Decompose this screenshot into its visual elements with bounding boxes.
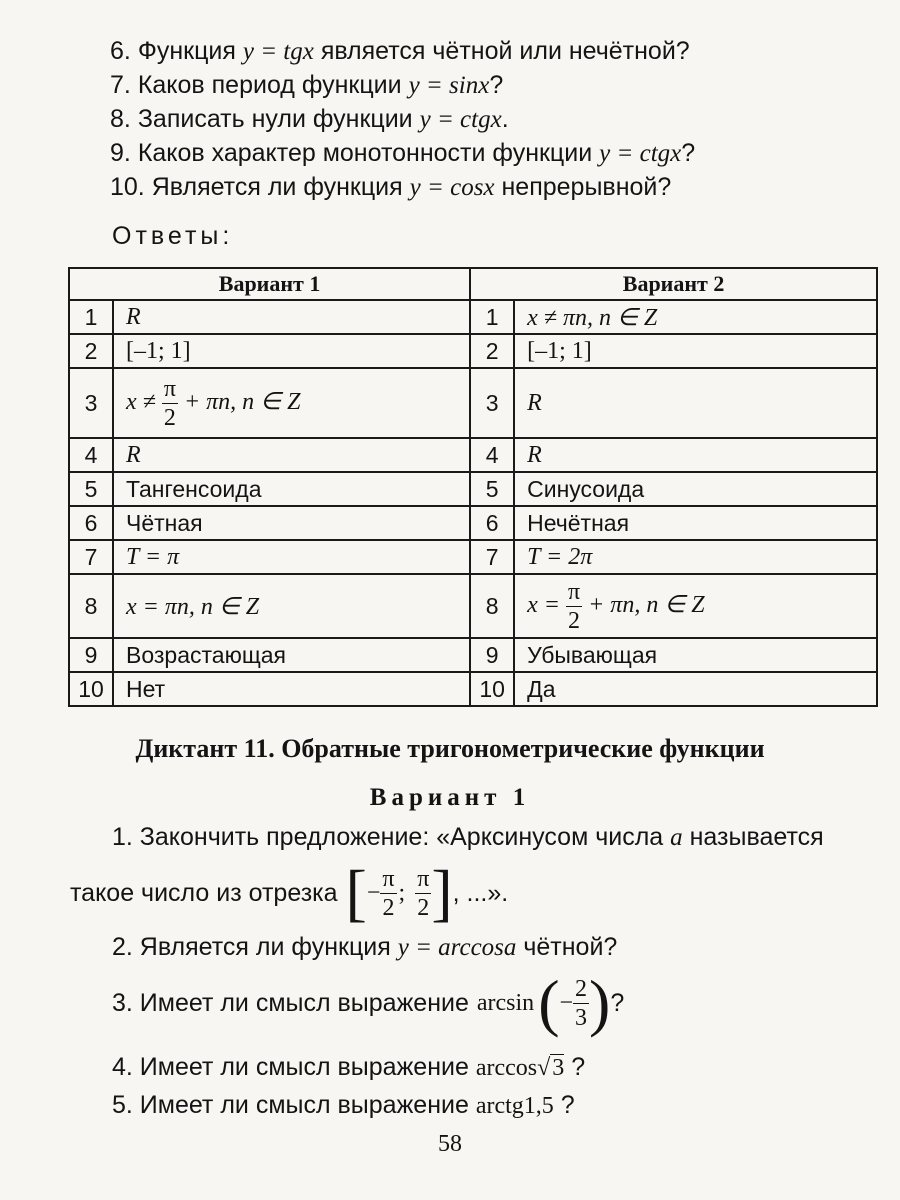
minus-sign: −	[366, 880, 381, 906]
row-number: 5	[470, 472, 514, 506]
question-7	[110, 70, 503, 101]
question-text: Функция	[137, 37, 236, 65]
question-6	[110, 36, 690, 67]
question-text: чётной?	[523, 933, 618, 961]
answer-v1: Тангенсоида	[113, 472, 470, 506]
function-formula: y = sinx	[408, 72, 490, 99]
right-bracket: ]	[431, 857, 453, 928]
fraction-denominator: 2	[163, 404, 176, 431]
question-text: 3. Имеет ли смысл выражение	[112, 989, 469, 1017]
table-row	[69, 540, 877, 574]
header-variant-1: Вариант 1	[69, 268, 470, 300]
answer-v1: Нет	[113, 672, 470, 706]
question-text: является чётной или нечётной?	[320, 37, 690, 65]
answer-v2	[514, 574, 877, 638]
row-number: 4	[69, 438, 113, 472]
answer-v2: Синусоида	[514, 472, 877, 506]
fraction-denominator: 2	[568, 607, 581, 634]
header-variant-2: Вариант 2	[470, 268, 877, 300]
right-paren: )	[589, 967, 611, 1038]
answer-v2: R	[514, 438, 877, 472]
answer-v2: Да	[514, 672, 877, 706]
answer-v2: [–1; 1]	[514, 334, 877, 368]
question-text: Является ли функция	[151, 173, 403, 201]
left-bracket: [	[345, 857, 367, 928]
function-name: arccos	[475, 1055, 538, 1081]
formula-part: x =	[527, 591, 560, 618]
question-text: ?	[571, 1053, 586, 1081]
row-number: 7	[470, 540, 514, 574]
answer-v1: R	[113, 300, 470, 334]
question-10	[110, 172, 671, 203]
row-number: 4	[470, 438, 514, 472]
question-text: ?	[681, 139, 696, 167]
question-1-line-2	[70, 856, 508, 930]
row-number: 6	[69, 506, 113, 540]
function-name: arcsin	[476, 990, 535, 1016]
answer-v2: T = 2π	[514, 540, 877, 574]
table-row	[69, 574, 877, 638]
question-text: Каков период функции	[137, 71, 402, 99]
fraction-numerator: π	[382, 865, 395, 892]
separator: ;	[398, 880, 406, 906]
row-number: 9	[69, 638, 113, 672]
question-text: Записать нули функции	[137, 105, 413, 133]
question-1-line-1	[112, 822, 824, 853]
answer-v1: T = π	[113, 540, 470, 574]
function-formula: y = arccosa	[397, 934, 517, 961]
table-row	[69, 638, 877, 672]
question-number: 9.	[110, 139, 131, 167]
question-text: ?	[610, 989, 625, 1017]
page-number: 58	[438, 1131, 462, 1157]
question-number: 8.	[110, 105, 131, 133]
question-4	[112, 1052, 585, 1083]
answers-heading: Ответы:	[112, 222, 234, 250]
table-header-row	[69, 268, 877, 300]
fraction-numerator: 2	[575, 975, 588, 1002]
row-number: 2	[69, 334, 113, 368]
question-text: такое число из отрезка	[70, 879, 338, 907]
question-number: 6.	[110, 37, 131, 65]
answer-v2: Убывающая	[514, 638, 877, 672]
row-number: 9	[470, 638, 514, 672]
row-number: 2	[470, 334, 514, 368]
row-number: 3	[470, 368, 514, 438]
answer-v1: R	[113, 438, 470, 472]
question-5	[112, 1090, 575, 1121]
function-name: arctg1,5	[475, 1093, 554, 1119]
table-row	[69, 472, 877, 506]
function-formula: y = ctgx	[599, 140, 682, 167]
function-formula: y = ctgx	[419, 106, 502, 133]
fraction-numerator: π	[567, 578, 581, 605]
fraction	[380, 867, 396, 920]
question-3	[112, 966, 624, 1040]
row-number: 8	[470, 574, 514, 638]
row-number: 1	[470, 300, 514, 334]
answer-v1: Чётная	[113, 506, 470, 540]
function-formula: y = tgx	[242, 38, 314, 65]
fraction	[566, 580, 582, 633]
formula-part: x ≠	[126, 388, 156, 415]
table-row	[69, 506, 877, 540]
minus-sign: −	[559, 990, 574, 1016]
row-number: 1	[69, 300, 113, 334]
question-text: непрерывной?	[501, 173, 672, 201]
formula-part: + πn, n ∈ Z	[588, 591, 705, 618]
fraction	[573, 977, 589, 1030]
row-number: 7	[69, 540, 113, 574]
answer-v1	[113, 368, 470, 438]
fraction-denominator: 3	[575, 1004, 588, 1031]
fraction	[415, 867, 431, 920]
dictation-title: Диктант 11. Обратные тригонометрические функции	[135, 734, 765, 763]
radicand: 3	[552, 1055, 565, 1081]
row-number: 10	[470, 672, 514, 706]
fraction-denominator: 2	[417, 894, 430, 921]
question-text: Каков характер монотонности функции	[137, 139, 593, 167]
fraction-numerator: π	[163, 375, 176, 402]
sqrt-sign: √	[537, 1055, 551, 1081]
question-number: 7.	[110, 71, 131, 99]
formula-part: + πn, n ∈ Z	[183, 388, 301, 415]
left-paren: (	[538, 967, 560, 1038]
row-number: 8	[69, 574, 113, 638]
table-row	[69, 672, 877, 706]
variant-title: Вариант 1	[369, 784, 531, 811]
answer-v1: [–1; 1]	[113, 334, 470, 368]
question-text: 4. Имеет ли смысл выражение	[112, 1053, 469, 1081]
row-number: 10	[69, 672, 113, 706]
fraction-denominator: 2	[382, 894, 395, 921]
question-text: 1. Закончить предложение: «Арксинусом числа	[112, 823, 664, 851]
question-2	[112, 932, 617, 963]
question-number: 10.	[110, 173, 145, 201]
answer-v2: Нечётная	[514, 506, 877, 540]
table-row	[69, 368, 877, 438]
question-text: ?	[489, 71, 504, 99]
answer-v1: Возрастающая	[113, 638, 470, 672]
fraction-numerator: π	[417, 865, 430, 892]
table-row	[69, 300, 877, 334]
function-formula: y = cosx	[409, 174, 495, 201]
question-text: ?	[560, 1091, 575, 1119]
question-8	[110, 104, 509, 135]
fraction	[162, 377, 178, 430]
answer-v2: x ≠ πn, n ∈ Z	[514, 300, 877, 334]
answer-v2: R	[514, 368, 877, 438]
row-number: 3	[69, 368, 113, 438]
row-number: 5	[69, 472, 113, 506]
question-9	[110, 138, 695, 169]
question-text: называется	[689, 823, 824, 851]
answers-table	[68, 267, 878, 707]
question-text: 2. Является ли функция	[112, 933, 391, 961]
answer-v1: x = πn, n ∈ Z	[113, 574, 470, 638]
question-text: , ...».	[452, 879, 509, 907]
variable: a	[670, 824, 683, 851]
row-number: 6	[470, 506, 514, 540]
table-row	[69, 334, 877, 368]
table-row	[69, 438, 877, 472]
question-text: 5. Имеет ли смысл выражение	[112, 1091, 469, 1119]
question-text: .	[501, 105, 509, 133]
